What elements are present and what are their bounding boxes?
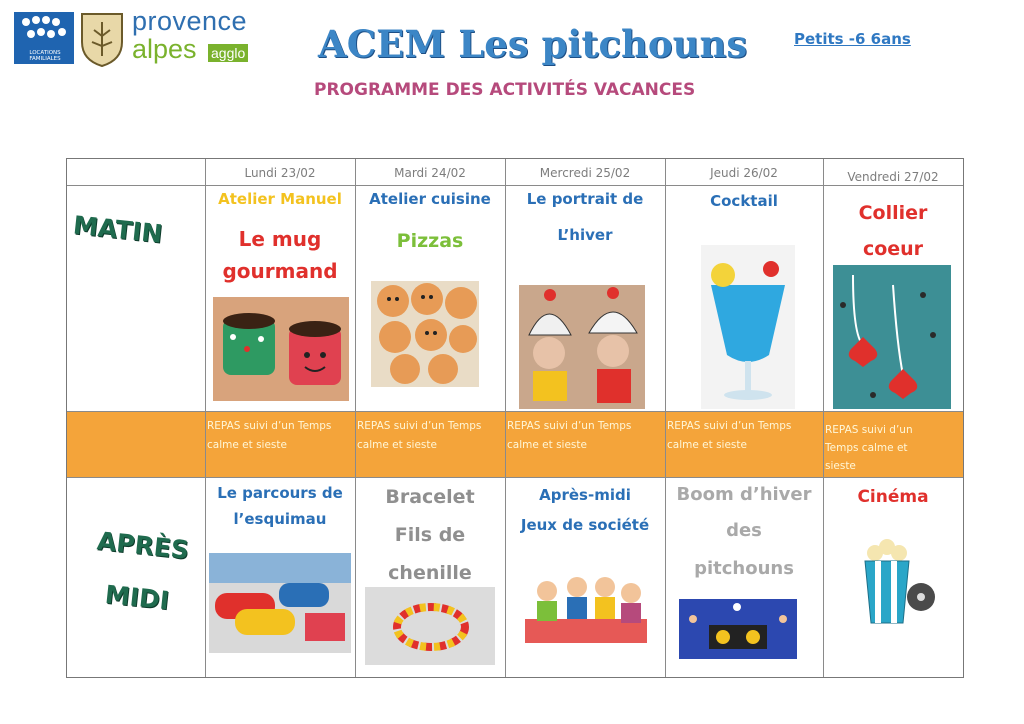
family-icon: [14, 12, 74, 52]
activity-subtitle: L’hiver: [557, 226, 613, 244]
activity-subtitle: coeur: [862, 238, 924, 260]
lunch-cell: [825, 421, 961, 475]
day-header-friday: Vendredi 27/02: [847, 170, 939, 184]
lunch-line: REPAS suivi d’un Temps: [667, 420, 792, 432]
bracelet-image: [365, 587, 495, 665]
activity-title: Atelier cuisine: [369, 190, 491, 208]
lunch-line: REPAS suivi d’un Temps: [507, 420, 632, 432]
activity-subtitle: chenille: [388, 562, 472, 584]
activity-subtitle: des: [726, 520, 762, 541]
activity-title: Boom d’hiver: [676, 484, 812, 505]
party-image: [679, 599, 797, 659]
activity-subtitle: pitchouns: [694, 558, 794, 579]
activity-title: Après-midi: [539, 486, 631, 504]
pizzas-image: [371, 281, 479, 387]
day-header-thursday: Jeudi 26/02: [710, 166, 778, 180]
activity-subtitle: Le mug: [238, 227, 322, 251]
activity-subtitle: l’esquimau: [233, 510, 327, 528]
lunch-cell: [357, 417, 503, 455]
coat-of-arms-icon: [80, 12, 124, 68]
lunch-line: calme et sieste: [507, 439, 587, 451]
age-group-label: Petits -6 6ans: [794, 30, 911, 48]
logo-provence: provence: [132, 6, 248, 36]
activity-title: Le portrait de: [526, 190, 644, 208]
activity-title: Atelier Manuel: [218, 190, 342, 208]
page-subtitle: PROGRAMME DES ACTIVITÉS VACANCES: [314, 80, 696, 100]
lunch-band-label-cell: [67, 411, 205, 477]
winter-portrait-image: [519, 285, 645, 409]
activity-subtitle: Fils de: [394, 524, 466, 546]
mugs-craft-image: [213, 297, 349, 401]
heart-necklace-image: [833, 265, 951, 409]
lunch-line: calme et sieste: [667, 439, 747, 451]
activity-title: Le parcours de: [217, 484, 343, 502]
lunch-line: REPAS suivi d’un Temps: [207, 420, 332, 432]
logo-agglo-badge: agglo: [208, 44, 248, 62]
activity-title: Cinéma: [857, 487, 929, 507]
activity-subtitle: Pizzas: [396, 230, 464, 252]
cocktail-image: [701, 245, 795, 409]
board-games-image: [517, 565, 655, 645]
lunch-line: REPAS suivi d’un Temps: [357, 420, 482, 432]
day-header-wednesday: Mercredi 25/02: [539, 166, 631, 180]
activity-subtitle: Jeux de société: [520, 516, 650, 534]
lunch-line: calme et sieste: [207, 439, 287, 451]
lunch-cell: [207, 417, 353, 455]
activity-subtitle: gourmand: [222, 259, 338, 283]
page-title: ACEM Les pitchouns: [318, 22, 748, 66]
row-label-afternoon-line2: MIDI: [103, 579, 171, 616]
lunch-cell: [507, 417, 663, 455]
activity-schedule-table: [66, 158, 964, 678]
obstacle-course-image: [209, 553, 351, 653]
cinema-image: [857, 539, 937, 627]
row-label-afternoon-line1: APRÈS: [95, 526, 191, 565]
lunch-line: sieste: [825, 460, 856, 472]
caf-caption: LOCATIONS FAMILIALES: [29, 50, 61, 62]
activity-title: Collier: [858, 202, 928, 224]
activity-title: Cocktail: [710, 192, 778, 210]
logo-alpes: alpes: [132, 34, 197, 64]
day-header-monday: Lundi 23/02: [244, 166, 316, 180]
activity-title: Bracelet: [385, 486, 475, 508]
lunch-line: REPAS suivi d’un: [825, 424, 913, 436]
lunch-cell: [667, 417, 821, 455]
row-label-morning: MATIN: [71, 210, 164, 249]
lunch-line: calme et sieste: [357, 439, 437, 451]
day-header-tuesday: Mardi 24/02: [394, 166, 466, 180]
lunch-line: Temps calme et: [825, 442, 908, 454]
